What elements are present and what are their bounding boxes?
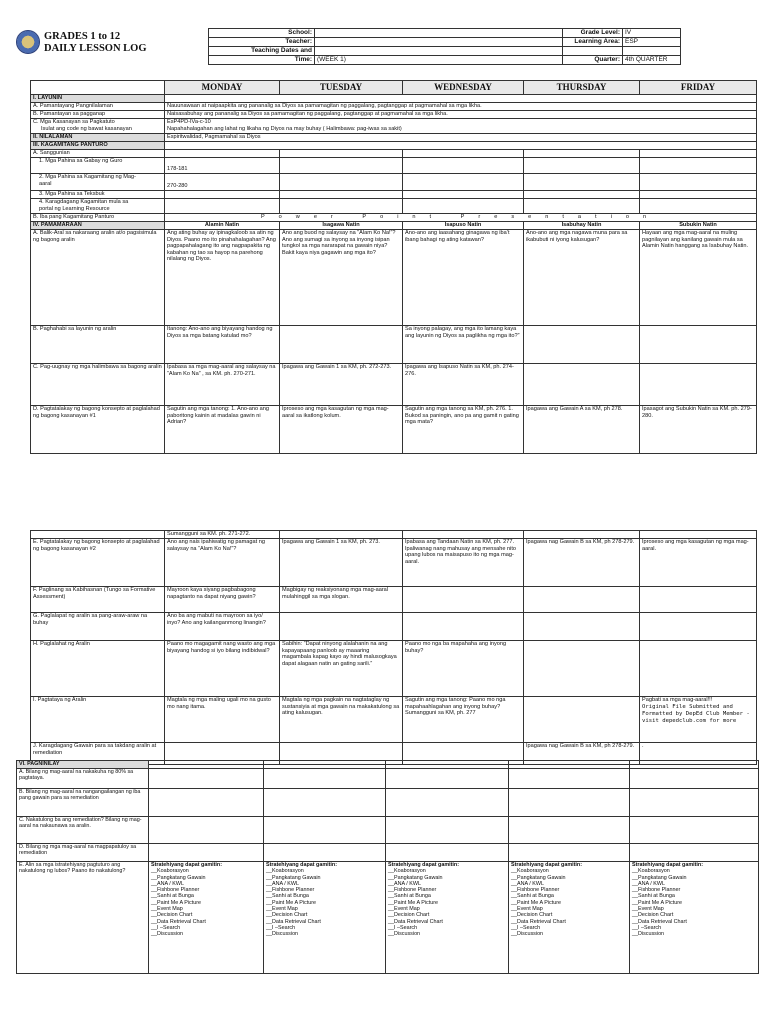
strategy-item[interactable]: __Data Retrieval Chart bbox=[388, 918, 443, 925]
table-cell: Mayroon kaya siyang pagbabagong napagtanto na dapat niyang gawin? bbox=[165, 587, 280, 613]
strategy-item[interactable]: __Paint Me A Picture bbox=[151, 899, 202, 906]
section-pamamaraan: IV. PAMAMARAAN bbox=[31, 222, 165, 230]
table-cell bbox=[640, 191, 757, 199]
table-cell bbox=[386, 789, 509, 817]
table-cell: Ano ang buod ng salaysay na “Alam Ko Na!”? Ano ang sumagi sa inyong sa inyong isipan tungkol sa mga nararapat na gawain niya? Bakit kaya niya gagawin ang mga ito? bbox=[280, 230, 403, 326]
row-label: A. Sanggunian bbox=[31, 150, 165, 158]
strategy-title: Stratehiyang dapat gamitin: bbox=[511, 862, 582, 868]
table-cell bbox=[524, 158, 640, 174]
grade-label: Grade Level: bbox=[563, 29, 623, 38]
strategy-item[interactable]: __Sanhi at Bunga bbox=[632, 893, 675, 900]
table-cell: Magtala ng mga maling ugali mo na gusto mo nang itama. bbox=[165, 697, 280, 743]
table-row bbox=[31, 587, 757, 613]
table-cell bbox=[386, 844, 509, 862]
table-cell bbox=[149, 844, 264, 862]
strategy-item[interactable]: __ANA / KWL bbox=[511, 880, 544, 887]
table-cell bbox=[640, 158, 757, 174]
strategy-title: Stratehiyang dapat gamitin: bbox=[632, 862, 703, 868]
row-label: A. Pamantayang Pangnilalaman bbox=[31, 103, 165, 111]
strategy-item[interactable]: __Fishbone Planner bbox=[632, 887, 681, 894]
strategy-list bbox=[509, 862, 630, 974]
dates-label: Teaching Dates and bbox=[209, 47, 315, 56]
school-field bbox=[315, 29, 563, 38]
strategy-item[interactable]: __Pangkatang Gawain bbox=[151, 874, 206, 881]
table-cell: Itanong: Ano-ano ang biyayang handog ng Diyos sa mga batang katulad mo? bbox=[165, 326, 280, 364]
teacher-label: Teacher: bbox=[209, 38, 315, 47]
teacher-field bbox=[315, 38, 563, 47]
strategy-item[interactable]: __Decision Chart bbox=[151, 912, 193, 919]
strategy-item[interactable]: __Decision Chart bbox=[632, 912, 674, 919]
strategy-item[interactable]: __Fishbone Planner bbox=[266, 887, 315, 894]
strategy-item[interactable]: __Discussion bbox=[151, 931, 184, 938]
table-cell: Ano-ano ang iaasahang ginagawa ng iba’t ibang bahagi ng ating katawan? bbox=[403, 230, 524, 326]
table-cell bbox=[524, 150, 640, 158]
table-cell bbox=[630, 761, 759, 769]
strategy-item[interactable]: __Koaborasyon bbox=[151, 868, 189, 875]
strategy-item[interactable]: __Decision Chart bbox=[266, 912, 308, 919]
table-row bbox=[31, 641, 757, 697]
strategy-item[interactable]: __Pangkatang Gawain bbox=[511, 874, 566, 881]
table-cell bbox=[403, 174, 524, 191]
strategy-item[interactable]: __Discussion bbox=[266, 931, 299, 938]
strategy-item[interactable]: __Event Map bbox=[151, 906, 183, 913]
table-cell bbox=[640, 531, 757, 539]
strategy-item[interactable]: __I –Search bbox=[511, 924, 541, 931]
strategy-item[interactable]: __Sanhi at Bunga bbox=[511, 893, 554, 900]
strategy-title: Stratehiyang dapat gamitin: bbox=[151, 862, 222, 868]
table-cell: Ipagawa ang Gawain A sa KM, ph 278. bbox=[524, 406, 640, 454]
section-kagamitan: III. KAGAMITANG PANTURO bbox=[31, 142, 165, 150]
strategy-item[interactable]: __ANA / KWL bbox=[632, 880, 665, 887]
quarter-label: Quarter: bbox=[563, 56, 623, 65]
table-cell bbox=[509, 844, 630, 862]
table-cell: Sagutin ang mga tanong: Paano mo nga mapahaahlagahan ang inyong buhay? Sumangguni sa KM, ph. 277 bbox=[403, 697, 524, 743]
table-cell: H. Paglalahat ng Aralin bbox=[31, 641, 165, 697]
table-cell bbox=[630, 789, 759, 817]
table-cell: I. Pagtataya ng Aralin bbox=[31, 697, 165, 743]
day-header-tuesday: TUESDAY bbox=[280, 81, 403, 95]
table-cell bbox=[403, 191, 524, 199]
power-point-text: Power Point Presentation bbox=[165, 214, 757, 222]
table-cell: Paano mo nga ba mapahaha ang inyong buhay? bbox=[403, 641, 524, 697]
table-cell bbox=[630, 817, 759, 844]
strategy-item[interactable]: __Data Retrieval Chart bbox=[511, 918, 566, 925]
table-cell: Isapuso Natin bbox=[403, 222, 524, 230]
strategy-item[interactable]: __Fishbone Planner bbox=[511, 887, 560, 894]
table-cell bbox=[386, 817, 509, 844]
table-cell bbox=[31, 81, 165, 95]
table-cell bbox=[623, 47, 681, 56]
table-cell bbox=[149, 817, 264, 844]
strategy-list bbox=[264, 862, 386, 974]
strategy-item[interactable]: __Sanhi at Bunga bbox=[388, 893, 431, 900]
table-cell: Iproseso ang mga kasagutan ng mga mag-aaral. bbox=[640, 539, 757, 587]
table-cell: Magtala ng mga pagkain na nagtataglay ng sustansiyia at mga gawain na makakatulong sa ating kalusugan. bbox=[280, 697, 403, 743]
strategy-item[interactable]: __Data Retrieval Chart bbox=[266, 918, 321, 925]
table-cell: Paano mo magagamit nang wasto ang mga biyayang handog si iyo bilang indibidwal? bbox=[165, 641, 280, 697]
table-cell: Espiritwalidad, Pagmamahal sa Diyos bbox=[165, 134, 757, 142]
table-cell: Iproseso ang mga kasagutan ng mga mag-aaral sa ikatlong kolum. bbox=[280, 406, 403, 454]
table-cell: Alamin Natin bbox=[165, 222, 280, 230]
table-cell: Ipabasa ang Tandaan Natin sa KM, ph. 277. Ipaliwanag nang mahusay ang mensahe nito upang lubos na maisapuso ito ng mga mag-aaral. bbox=[403, 539, 524, 587]
section-pagninilay: VI. PAGNINILAY bbox=[17, 761, 149, 769]
table-cell bbox=[280, 613, 403, 641]
table-cell: Sagutin ang mga tanong sa KM, ph. 276. 1. Bukod sa paningin, ano pa ang gamit n gating mga mata? bbox=[403, 406, 524, 454]
table-cell: E. Alin sa mga istratehiyang pagtuturo ang nakatulong ng lubos? Paano ito nakatulong? bbox=[17, 862, 149, 974]
row-label: B. Pamantayan sa pagganap bbox=[31, 111, 165, 119]
strategy-item[interactable]: __Discussion bbox=[632, 931, 665, 938]
table-cell: 178-181 bbox=[165, 158, 280, 174]
table-cell: D. Bilang ng mga mag-aaral na magpapatuloy sa remediation bbox=[17, 844, 149, 862]
row-label: 3. Mga Pahina sa Teksbuk bbox=[31, 191, 165, 199]
table-cell: B. Bilang ng mag-aaral na nangangailangan ng iba pang gawain para sa remediation bbox=[17, 789, 149, 817]
table-cell: Sagutin ang mga tanong: 1. Ano-ano ang paboritong kainin at madalas gawin ni Adrian? bbox=[165, 406, 280, 454]
table-cell bbox=[149, 761, 264, 769]
table-cell bbox=[403, 199, 524, 214]
table-cell: A. Bilang ng mag-aaral na nakakuha ng 80% sa pagtataya. bbox=[17, 769, 149, 789]
table-cell bbox=[280, 174, 403, 191]
day-header-monday: MONDAY bbox=[165, 81, 280, 95]
table-cell: Ipagawa nag Gawain B sa KM, ph 278-279. bbox=[524, 743, 640, 765]
table-cell: Ipagawa nag Gawain B sa KM, ph 278-279. bbox=[524, 539, 640, 587]
section-nilalaman: II. NILALAMAN bbox=[31, 134, 165, 142]
strategy-item[interactable]: __Koaborasyon bbox=[511, 868, 549, 875]
time-label: Time: bbox=[209, 56, 315, 65]
strategy-item[interactable]: __Event Map bbox=[388, 906, 420, 913]
table-cell bbox=[149, 789, 264, 817]
table-row bbox=[31, 406, 757, 454]
table-cell bbox=[280, 158, 403, 174]
strategy-item[interactable]: __Sanhi at Bunga bbox=[266, 893, 309, 900]
table-cell bbox=[403, 150, 524, 158]
pagninilay-table bbox=[16, 760, 759, 974]
school-label: School: bbox=[209, 29, 315, 38]
strategy-item[interactable]: __Fishbone Planner bbox=[151, 887, 200, 894]
table-cell: G. Paglalapat ng aralin sa pang-araw-araw na buhay bbox=[31, 613, 165, 641]
table-cell bbox=[264, 761, 386, 769]
table-cell: 270-280 bbox=[165, 174, 280, 191]
strategy-item[interactable]: __Event Map bbox=[511, 906, 543, 913]
table-row bbox=[31, 230, 757, 326]
table-cell bbox=[280, 191, 403, 199]
table-cell bbox=[640, 364, 757, 406]
lesson-log-table-page2 bbox=[30, 530, 757, 765]
strategy-item[interactable]: __ANA / KWL bbox=[266, 880, 299, 887]
table-cell: Ano-ano ang mga nagawa muna para sa ikabubuti ni iyong kalusugan? bbox=[524, 230, 640, 326]
area-value: ESP bbox=[623, 38, 681, 47]
row-value: EsP4PD-IVa-c-10 Napahahalagahan ang lahat ng likaha ng Diyos na may buhay ( Halimbawa: pag-iwas sa sakit) bbox=[165, 119, 757, 134]
table-cell: F. Paglinang sa Kabihasnan (Tungo sa Formative Assessment) bbox=[31, 587, 165, 613]
strategy-item[interactable]: __I –Search bbox=[388, 924, 418, 931]
table-cell: C. Pag-uugnay ng mga halimbawa sa bagong aralin bbox=[31, 364, 165, 406]
strategy-item[interactable]: __Discussion bbox=[511, 931, 544, 938]
table-cell: Ipagawa ang Gawain 1 sa KM, ph. 272-273. bbox=[280, 364, 403, 406]
table-cell: . bbox=[640, 743, 757, 765]
strategy-item[interactable]: __Decision Chart bbox=[511, 912, 553, 919]
table-cell: D. Pagtatalakay ng bagong konsepto at paglalahad ng bagong kasanayan #1 bbox=[31, 406, 165, 454]
table-cell bbox=[165, 95, 757, 103]
table-cell bbox=[630, 844, 759, 862]
table-cell bbox=[524, 191, 640, 199]
table-cell bbox=[386, 769, 509, 789]
table-cell bbox=[630, 769, 759, 789]
table-cell: B. Paghahabi sa layunin ng aralin bbox=[31, 326, 165, 364]
table-cell bbox=[386, 761, 509, 769]
table-row bbox=[31, 539, 757, 587]
table-cell: Isabuhay Natin bbox=[524, 222, 640, 230]
strategy-list bbox=[386, 862, 509, 974]
strategy-item[interactable]: __Event Map bbox=[266, 906, 298, 913]
document-title: GRADES 1 to 12 DAILY LESSON LOG bbox=[44, 31, 147, 54]
table-cell: C. Nakatulong ba ang remediation? Bilang ng mag-aaral na nakaunawa sa aralin. bbox=[17, 817, 149, 844]
table-cell: Subukin Natin bbox=[640, 222, 757, 230]
table-cell: E. Pagtatalakay ng bagong konsepto at paglalahad ng bagong kasanayan #2 bbox=[31, 539, 165, 587]
grade-value: IV bbox=[623, 29, 681, 38]
table-cell: Ang ating buhay ay ipinagkaloob sa atin ng Diyos. Paano mo ito pinahahalagahan? Ang pagpapahalagang ito ang nagpapakita ng kabahan ng tao sa hayop na parehong nilalang ng Diyos. bbox=[165, 230, 280, 326]
table-cell bbox=[149, 769, 264, 789]
strategy-item[interactable]: __Paint Me A Picture bbox=[266, 899, 317, 906]
table-cell bbox=[280, 199, 403, 214]
strategy-item[interactable]: __Fishbone Planner bbox=[388, 887, 437, 894]
table-cell bbox=[524, 326, 640, 364]
table-cell: Sumangguni sa KM. ph. 271-272. bbox=[165, 531, 280, 539]
table-cell bbox=[640, 174, 757, 191]
strategy-item[interactable]: __Pangkatang Gawain bbox=[266, 874, 321, 881]
table-cell bbox=[403, 587, 524, 613]
table-row bbox=[31, 697, 757, 743]
table-cell bbox=[563, 47, 623, 56]
table-cell: Ano ba ang mabuti na mayroon sa iyo/ inyo? Ano ang kailanganmong linangin? bbox=[165, 613, 280, 641]
strategy-item[interactable]: __Koaborasyon bbox=[388, 868, 426, 875]
table-cell bbox=[524, 587, 640, 613]
table-row bbox=[31, 326, 757, 364]
table-cell bbox=[509, 789, 630, 817]
row-label: B. Iba pang Kagamitang Panturo bbox=[31, 214, 165, 222]
day-header-wednesday: WEDNESDAY bbox=[403, 81, 524, 95]
lesson-log-table-page1 bbox=[30, 80, 757, 454]
table-cell bbox=[165, 191, 280, 199]
row-label: 2. Mga Pahina sa Kagamitang ng Mag- aaral bbox=[31, 174, 165, 191]
strategy-item[interactable]: __Decision Chart bbox=[388, 912, 430, 919]
strategy-item[interactable]: __Event Map bbox=[632, 906, 664, 913]
watermark-text: Original File Submitted and Formatted by DepEd Club Member - visit depedclub.com for more bbox=[642, 703, 750, 724]
table-cell bbox=[403, 613, 524, 641]
strategy-item[interactable]: __I –Search bbox=[632, 924, 662, 931]
strategy-item[interactable]: __Data Retrieval Chart bbox=[632, 918, 687, 925]
strategy-item[interactable]: __Koaborasyon bbox=[266, 868, 304, 875]
table-cell bbox=[280, 531, 403, 539]
table-cell bbox=[524, 364, 640, 406]
table-cell bbox=[31, 531, 165, 539]
strategy-item[interactable]: __Sanhi at Bunga bbox=[151, 893, 194, 900]
table-cell bbox=[509, 761, 630, 769]
table-cell: Sabihin: “Dapat ninyong alalahanin na ang kapayapaang panloob ay maaaring magambala kapag kayo ay hindi malusogkaya dapat alagaan natin an gating sarili.” bbox=[280, 641, 403, 697]
row-label: 1. Mga Pahina sa Gabay ng Guro bbox=[31, 158, 165, 174]
strategy-item[interactable]: __ANA / KWL bbox=[151, 880, 184, 887]
strategy-item[interactable]: __Paint Me A Picture bbox=[511, 899, 562, 906]
area-label: Learning Area: bbox=[563, 38, 623, 47]
section-layunin: I. LAYUNIN bbox=[31, 95, 165, 103]
table-cell bbox=[524, 199, 640, 214]
strategy-item[interactable]: __Data Retrieval Chart bbox=[151, 918, 206, 925]
table-cell bbox=[640, 150, 757, 158]
table-cell: Sa inyong palagay, ang mga ito lamang kaya ang layunin ng Diyos sa paglikha ng mga ito?” bbox=[403, 326, 524, 364]
week-value: (WEEK 1) bbox=[315, 56, 563, 65]
table-cell bbox=[524, 697, 640, 743]
table-cell bbox=[165, 150, 280, 158]
strategy-item[interactable]: __Paint Me A Picture bbox=[388, 899, 439, 906]
table-cell: J. Karagdagang Gawain para sa takdang aralin at remediation bbox=[31, 743, 165, 765]
strategy-item[interactable]: __Pangkatang Gawain bbox=[388, 874, 443, 881]
friday-pagtataya: Pagbati sa mga mag-aaral!!! Original File Submitted and Formatted by DepEd Club Member - visit depedclub.com for more bbox=[640, 697, 757, 743]
strategy-item[interactable]: __Pangkatang Gawain bbox=[632, 874, 687, 881]
deped-seal-icon bbox=[16, 30, 40, 54]
table-cell bbox=[165, 142, 757, 150]
table-cell: Isagawa Natin bbox=[280, 222, 403, 230]
table-cell: Magbigay ng reaksiyonang mga mag-aaral mulahinggil sa mga slogan. bbox=[280, 587, 403, 613]
strategy-title: Stratehiyang dapat gamitin: bbox=[388, 862, 459, 868]
header-info-table bbox=[208, 28, 681, 65]
table-cell: Ano ang nais ipahiwatig ng pamagat ng salaysay na “Alam Ko Na!”? bbox=[165, 539, 280, 587]
day-header-friday: FRIDAY bbox=[640, 81, 757, 95]
strategy-item[interactable]: __I –Search bbox=[151, 924, 181, 931]
table-cell: Ipasagot ang Subukin Natin sa KM. ph. 279-280. bbox=[640, 406, 757, 454]
table-cell bbox=[165, 199, 280, 214]
table-cell bbox=[640, 587, 757, 613]
table-cell bbox=[280, 326, 403, 364]
day-header-thursday: THURSDAY bbox=[524, 81, 640, 95]
row-label: 4. Karagdagang Kagamitan mula sa portal ng Learning Resource bbox=[31, 199, 165, 214]
table-cell bbox=[264, 789, 386, 817]
table-row bbox=[31, 613, 757, 641]
table-row bbox=[31, 364, 757, 406]
row-value: Naisasabuhay ang pananalig sa Diyos sa pamamagitan ng paggalang, pagtanggap at pagmamahal sa mga likha. bbox=[165, 111, 757, 119]
table-cell bbox=[315, 47, 563, 56]
table-cell bbox=[640, 613, 757, 641]
table-cell bbox=[524, 174, 640, 191]
table-cell bbox=[509, 769, 630, 789]
table-cell: Ipabasa sa mga mag-aaral ang salaysay na “Alam Ko Na” , sa KM. ph. 270-271. bbox=[165, 364, 280, 406]
strategy-item[interactable]: __Koaborasyon bbox=[632, 868, 670, 875]
strategy-title: Stratehiyang dapat gamitin: bbox=[266, 862, 337, 868]
strategy-list bbox=[630, 862, 759, 974]
table-cell bbox=[640, 199, 757, 214]
table-cell bbox=[264, 769, 386, 789]
table-cell bbox=[524, 531, 640, 539]
table-cell: Ipagawa ang Isapuso Natin sa KM, ph. 274-276. bbox=[403, 364, 524, 406]
row-value: Nauunawaan at naipaapkita ang pananalig sa Diyos sa pamamagitan ng paggalang, pagtanggap at pagmamahal sa mga likha. bbox=[165, 103, 757, 111]
table-cell bbox=[280, 150, 403, 158]
table-cell bbox=[403, 158, 524, 174]
table-cell bbox=[264, 817, 386, 844]
table-cell bbox=[509, 817, 630, 844]
table-cell: Ipagawa ang Gawain 1 sa KM, ph. 273. bbox=[280, 539, 403, 587]
strategy-item[interactable]: __Paint Me A Picture bbox=[632, 899, 683, 906]
row-label: C. Mga Kasanayan sa Pagkatuto Isulat ang code ng bawat kasanayan bbox=[31, 119, 165, 134]
table-cell bbox=[524, 613, 640, 641]
table-cell bbox=[640, 641, 757, 697]
table-cell bbox=[403, 531, 524, 539]
strategy-item[interactable]: __Discussion bbox=[388, 931, 421, 938]
table-cell bbox=[640, 326, 757, 364]
table-cell bbox=[264, 844, 386, 862]
strategy-item[interactable]: __I –Search bbox=[266, 924, 296, 931]
quarter-value: 4th QUARTER bbox=[623, 56, 681, 65]
table-cell: Hayaan ang mga mag-aaral na muling pagnilayan ang kanilang gawain mula sa Alamin Natin hanggang sa Isabuhay Natin. bbox=[640, 230, 757, 326]
table-cell: A. Balik-Aral sa nakaraang aralin at/o pagsisimula ng bagong aralin bbox=[31, 230, 165, 326]
table-cell bbox=[524, 641, 640, 697]
strategy-list bbox=[149, 862, 264, 974]
strategy-item[interactable]: __ANA / KWL bbox=[388, 880, 421, 887]
